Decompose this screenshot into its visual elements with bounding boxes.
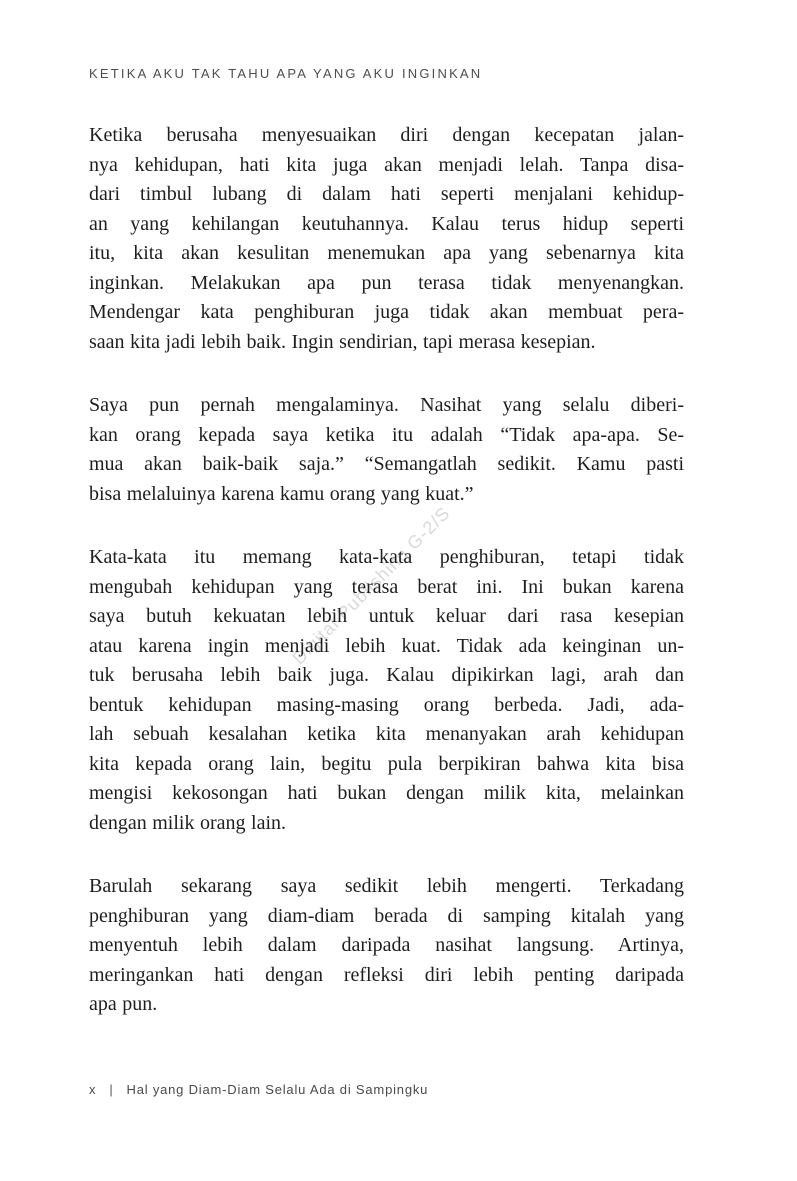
book-title: Hal yang Diam-Diam Selalu Ada di Sampingku — [126, 1082, 429, 1097]
text-line: Mendengar kata penghiburan juga tidak akan membuat pera- — [89, 301, 684, 323]
text-line: Saya pun pernah mengalaminya. Nasihat yang selalu diberi- — [89, 394, 684, 416]
text-line: penghiburan yang diam-diam berada di samping kitalah yang — [89, 904, 684, 927]
text-line: itu, kita akan kesulitan menemukan apa yang sebenarnya kita — [89, 242, 684, 264]
text-line: Barulah sekarang saya sedikit lebih mengerti. Terkadang — [89, 875, 684, 897]
text-line: apa pun. — [89, 993, 158, 1015]
text-line: bisa melaluinya karena kamu orang yang kuat.” — [89, 482, 474, 505]
text-line: mua akan baik-baik saja.” “Semangatlah sedikit. Kamu pasti — [89, 453, 684, 475]
text-line: dari timbul lubang di dalam hati seperti menjalani kehidup- — [89, 183, 684, 205]
paragraph — [89, 391, 684, 509]
text-line: dengan milik orang lain. — [89, 811, 287, 834]
text-line: kan orang kepada saya ketika itu adalah “Tidak apa-apa. Se- — [89, 423, 684, 446]
text-line: inginkan. Melakukan apa pun terasa tidak menyenangkan. — [89, 271, 684, 294]
text-line: Kata-kata itu memang kata-kata penghiburan, tetapi tidak — [89, 546, 684, 568]
paragraph — [89, 121, 684, 357]
text-line: nya kehidupan, hati kita juga akan menjadi lelah. Tanpa disa- — [89, 153, 684, 176]
text-line: menyentuh lebih dalam daripada nasihat langsung. Artinya, — [89, 934, 684, 956]
text-line: meringankan hati dengan refleksi diri lebih penting daripada — [89, 963, 684, 986]
footer-separator: | — [109, 1082, 114, 1097]
paragraph — [89, 872, 684, 1020]
footer — [89, 1082, 428, 1097]
text-line: bentuk kehidupan masing-masing orang berbeda. Jadi, ada- — [89, 693, 684, 716]
text-line: mengubah kehidupan yang terasa berat ini. Ini bukan karena — [89, 575, 684, 598]
text-line: saya butuh kekuatan lebih untuk keluar dari rasa kesepian — [89, 605, 684, 627]
text-line: atau karena ingin menjadi lebih kuat. Tidak ada keinginan un- — [89, 634, 684, 657]
body-text — [89, 121, 684, 1020]
watermark: Digital Publishing G-2/S — [288, 502, 455, 669]
text-line: an yang kehilangan keutuhannya. Kalau terus hidup seperti — [89, 212, 684, 235]
text-line: lah sebuah kesalahan ketika kita menanyakan arah kehidupan — [89, 723, 684, 745]
text-line: tuk berusaha lebih baik juga. Kalau dipikirkan lagi, arah dan — [89, 664, 684, 686]
text-line: saan kita jadi lebih baik. Ingin sendirian, tapi merasa kesepian. — [89, 330, 596, 353]
text-line: kita kepada orang lain, begitu pula berpikiran bahwa kita bisa — [89, 752, 684, 775]
paragraph — [89, 543, 684, 838]
page-number: x — [89, 1082, 97, 1097]
text-line: mengisi kekosongan hati bukan dengan milik kita, melainkan — [89, 782, 684, 804]
text-line: Ketika berusaha menyesuaikan diri dengan kecepatan jalan- — [89, 124, 684, 146]
running-header: KETIKA AKU TAK TAHU APA YANG AKU INGINKAN — [89, 66, 483, 81]
